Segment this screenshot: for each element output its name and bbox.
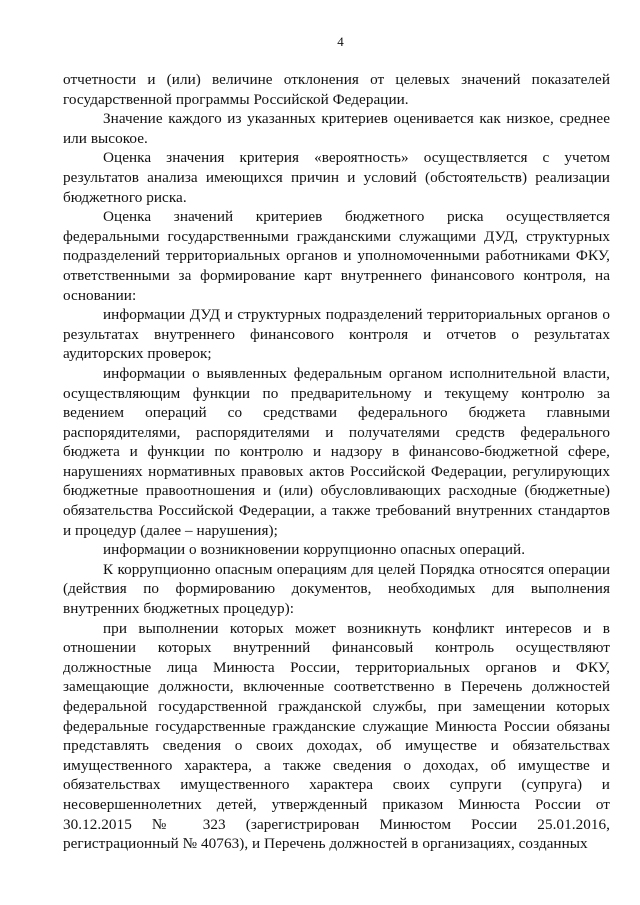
- paragraph: Значение каждого из указанных критериев оценивается как низкое, среднее или высокое.: [63, 110, 610, 147]
- document-body: [63, 70, 610, 854]
- paragraph: К коррупционно опасным операциям для целей Порядка относятся операции (действия по формированию документов, необходимых для выполнения внутренних бюджетных процедур):: [63, 560, 610, 618]
- paragraph: Оценка значений критериев бюджетного риска осуществляется федеральными государственными гражданскими служащими ДУД, структурных подразделений территориальных органов и уполномоченными работниками ФКУ, ответственными за формирование карт внутреннего финансового контроля, на основании:: [63, 208, 610, 304]
- paragraph: информации о выявленных федеральным органом исполнительной власти, осуществляющим функции по предварительному и текущему контролю за ведением операций со средствами федерального бюджета главными распорядителями, распорядителями и получателями средств федерального бюджета и функции по контролю и надзору в финансово-бюджетной сфере, нарушениях нормативных правовых актов Российской Федерации, регулирующих бюджетные правоотношения и (или) обусловливающих расходные (бюджетные) обязательства Российской Федерации, а также требований внутренних стандартов и процедур (далее – нарушения);: [63, 364, 610, 539]
- paragraph: Оценка значения критерия «вероятность» осуществляется с учетом результатов анализа имеющихся причин и условий (обстоятельств) реализации бюджетного риска.: [63, 149, 610, 206]
- paragraph: при выполнении которых может возникнуть конфликт интересов и в отношении которых внутренний финансовый контроль осуществляют должностные лица Минюста России, территориальных органов и ФКУ, замещающие должности, включенные соответственно в Перечень должностей федеральной государственной гражданской службы, при замещении которых федеральные государственные гражданские служащие Минюста России обязаны представлять сведения о своих доходах, об имуществе и обязательствах имущественного характера, а также сведения о доходах, об имуществе и обязательствах имущественного характера своих супруги (супруга) и несовершеннолетних детей, утвержденный приказом Минюста России от 30.12.2015 № 323 (зарегистрирован Минюстом России 25.01.2016, регистрационный № 40763), и Перечень должностей в организациях, созданных: [63, 619, 610, 853]
- paragraph: отчетности и (или) величине отклонения от целевых значений показателей государственной программы Российской Федерации.: [63, 71, 610, 108]
- paragraph: информации о возникновении коррупционно опасных операций.: [103, 541, 526, 559]
- paragraph: информации ДУД и структурных подразделений территориальных органов о результатах внутреннего финансового контроля и отчетов о результатах аудиторских проверок;: [63, 306, 610, 363]
- page-number: 4: [337, 34, 344, 49]
